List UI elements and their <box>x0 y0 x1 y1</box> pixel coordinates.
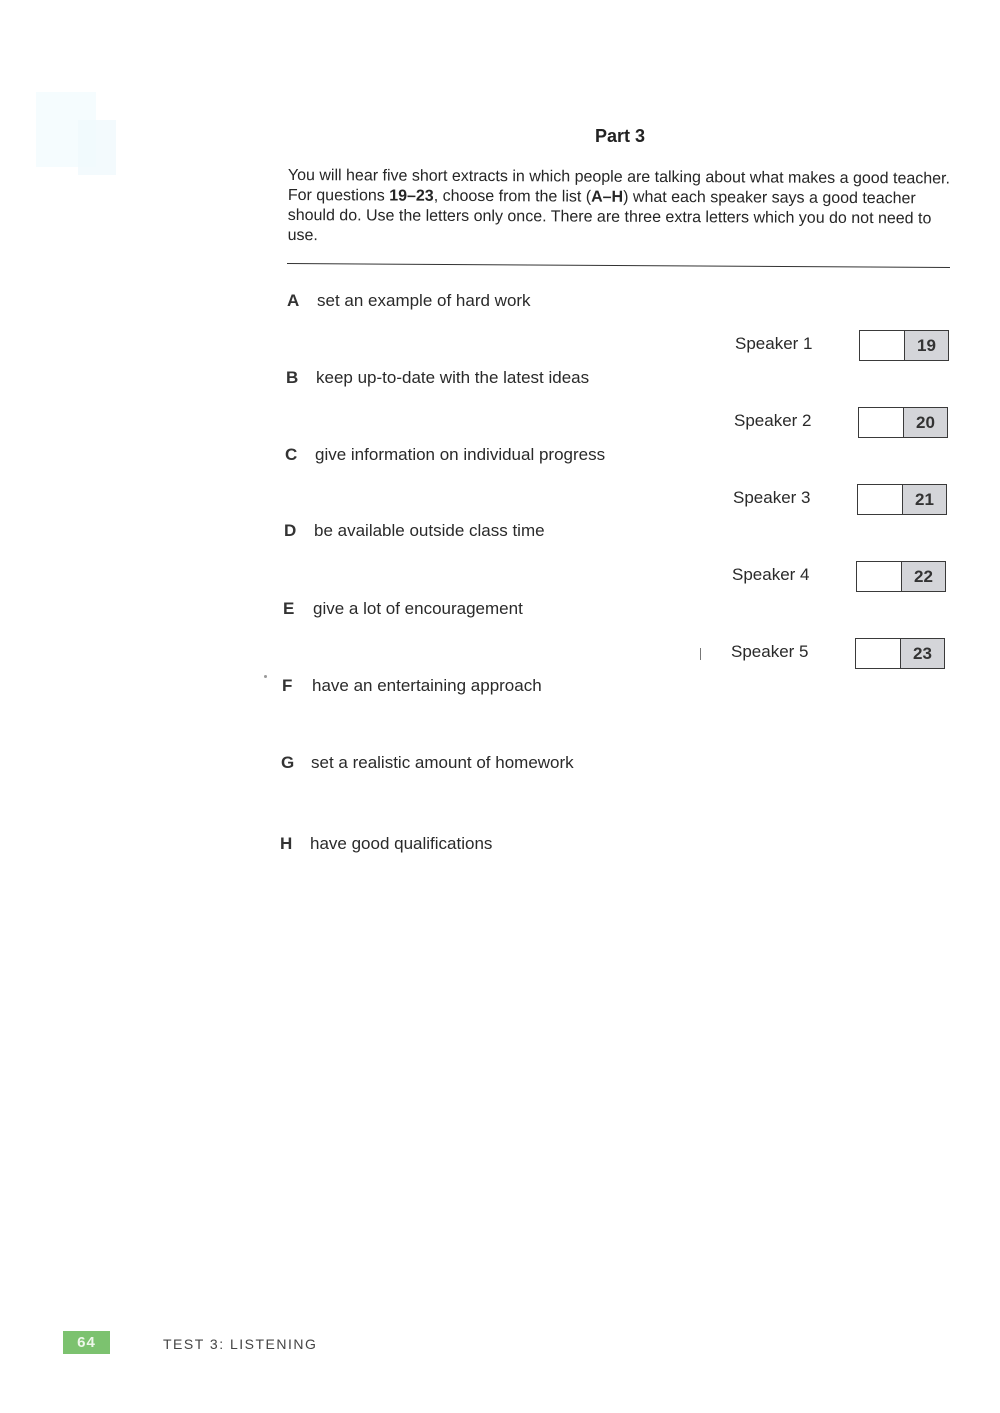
option-b <box>286 368 589 388</box>
answer-box <box>856 561 946 592</box>
scan-mark <box>700 648 701 660</box>
instructions-paragraph <box>288 166 958 250</box>
page-number-badge: 64 <box>63 1331 110 1354</box>
option-letter: G <box>281 753 295 772</box>
option-letter: A <box>287 291 300 310</box>
questions-range: 19–23 <box>389 187 434 205</box>
instructions-text: , choose from the list ( <box>433 187 592 206</box>
answer-box <box>859 330 949 361</box>
question-number: 23 <box>901 639 944 668</box>
option-text: be available outside class time <box>314 521 545 540</box>
option-text: keep up-to-date with the latest ideas <box>316 368 590 387</box>
answer-input-19[interactable] <box>860 331 905 360</box>
option-c <box>285 445 605 465</box>
question-number: 20 <box>904 408 947 437</box>
instructions-text: ) what each speaker says a good teacher should do. Use the letters only once. There are three extra letters which you do not need to use. <box>287 188 932 245</box>
option-text: give information on individual progress <box>315 445 606 464</box>
speaker-label: Speaker 4 <box>732 565 810 584</box>
option-f <box>282 676 542 696</box>
option-text: have good qualifications <box>310 834 493 853</box>
option-e <box>283 599 523 619</box>
option-letter: D <box>284 521 297 540</box>
speaker-label: Speaker 3 <box>733 488 811 507</box>
answer-box <box>858 407 948 438</box>
letters-range: A–H <box>591 188 624 206</box>
question-number: 19 <box>905 331 948 360</box>
section-title: TEST 3: LISTENING <box>163 1336 318 1352</box>
option-letter: C <box>285 445 298 464</box>
option-a <box>287 291 531 311</box>
answer-input-23[interactable] <box>856 639 901 668</box>
question-number: 22 <box>902 562 945 591</box>
option-text: give a lot of encouragement <box>313 599 523 618</box>
instructions-text: You will hear five short extracts in which people are talking about what makes a good teacher. For questions <box>287 166 951 205</box>
speaker-label: Speaker 2 <box>734 411 812 430</box>
answer-box <box>857 484 947 515</box>
option-text: set a realistic amount of homework <box>311 753 574 772</box>
answer-box <box>855 638 945 669</box>
answer-input-20[interactable] <box>859 408 904 437</box>
answer-input-21[interactable] <box>858 485 903 514</box>
speaker-label: Speaker 5 <box>731 642 809 661</box>
option-text: set an example of hard work <box>317 291 531 310</box>
answer-input-22[interactable] <box>857 562 902 591</box>
option-h <box>280 834 492 854</box>
option-letter: H <box>280 834 293 853</box>
option-text: have an entertaining approach <box>312 676 542 695</box>
part-title: Part 3 <box>594 126 646 146</box>
option-letter: B <box>286 368 299 387</box>
divider-line <box>287 263 950 268</box>
option-g <box>281 753 574 773</box>
option-letter: F <box>282 676 293 695</box>
speaker-label: Speaker 1 <box>735 334 813 353</box>
faded-watermark-secondary <box>78 120 116 175</box>
question-number: 21 <box>903 485 946 514</box>
scan-speck <box>264 675 267 678</box>
option-letter: E <box>283 599 295 618</box>
option-d <box>284 521 545 541</box>
